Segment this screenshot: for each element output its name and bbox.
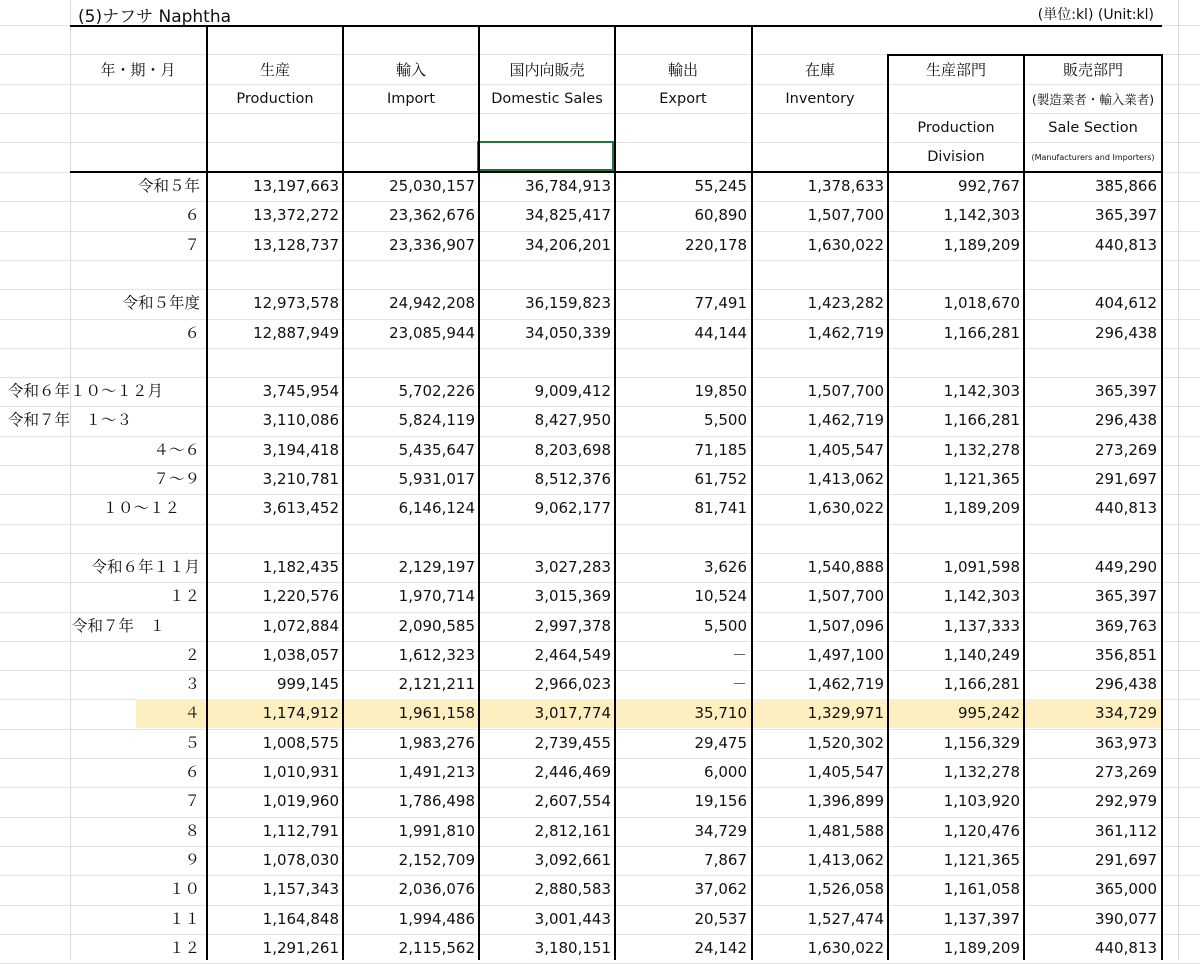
column-border — [1023, 54, 1025, 960]
table-row — [0, 524, 1200, 553]
unit-label: (単位:kl) (Unit:kl) — [1037, 7, 1154, 23]
table-cell[interactable]: 25,030,157 — [389, 177, 475, 195]
table-cell[interactable]: 24,142 — [694, 938, 747, 957]
header-inventory-jp: 在庫 — [804, 61, 835, 79]
table-cell[interactable]: 2,997,378 — [534, 616, 611, 635]
table-cell[interactable]: 5,500 — [704, 616, 747, 635]
table-cell[interactable]: 1,189,209 — [943, 499, 1020, 518]
table-cell[interactable]: 34,729 — [694, 821, 747, 840]
table-cell[interactable]: 5,435,647 — [398, 440, 475, 459]
table-cell[interactable]: 1,120,476 — [943, 821, 1020, 840]
row-label[interactable]: １２ — [168, 938, 200, 957]
row-label[interactable]: ７ — [184, 792, 200, 811]
table-cell[interactable]: 1,378,633 — [807, 177, 884, 195]
column-border — [751, 25, 753, 960]
table-cell[interactable]: 1,507,700 — [807, 587, 884, 606]
table-cell[interactable]: 2,607,554 — [534, 792, 611, 811]
table-cell[interactable]: 361,112 — [1094, 821, 1157, 840]
table-row — [0, 319, 1200, 348]
table-cell[interactable]: 1,405,547 — [807, 763, 884, 781]
table-cell[interactable]: 2,812,161 — [534, 821, 611, 840]
table-cell[interactable]: 3,745,954 — [262, 382, 339, 401]
table-cell[interactable]: 3,110,086 — [262, 411, 339, 430]
table-row — [0, 875, 1200, 904]
table-cell[interactable]: 1,507,700 — [807, 206, 884, 225]
table-cell[interactable]: 13,128,737 — [253, 235, 339, 254]
table-cell[interactable]: 71,185 — [694, 440, 747, 459]
table-cell[interactable]: 334,729 — [1094, 704, 1157, 723]
table-cell[interactable]: 296,438 — [1094, 323, 1157, 342]
table-cell[interactable]: 1,396,899 — [807, 792, 884, 811]
table-cell[interactable]: 34,050,339 — [525, 323, 611, 342]
table-cell[interactable]: 1,612,323 — [398, 645, 475, 664]
table-cell[interactable]: 440,813 — [1094, 499, 1157, 518]
column-border — [342, 25, 344, 960]
table-cell[interactable]: 1,405,547 — [807, 440, 884, 459]
table-cell[interactable]: 365,397 — [1094, 206, 1157, 225]
header-import-en: Import — [386, 91, 436, 107]
table-cell[interactable]: 1,189,209 — [943, 938, 1020, 957]
row-label[interactable]: １１ — [168, 909, 200, 928]
table-cell[interactable]: 23,085,944 — [389, 323, 475, 342]
table-cell[interactable]: 995,242 — [957, 704, 1020, 723]
table-cell[interactable]: 34,825,417 — [525, 206, 611, 225]
table-cell[interactable]: － — [731, 675, 747, 694]
row-label[interactable]: ６ — [184, 763, 200, 781]
column-border — [614, 25, 616, 960]
table-cell[interactable]: 365,397 — [1094, 587, 1157, 606]
row-label[interactable]: ５ — [184, 733, 200, 752]
table-cell[interactable]: 9,062,177 — [534, 499, 611, 518]
table-row — [0, 494, 1200, 523]
table-cell[interactable]: 1,630,022 — [807, 235, 884, 254]
row-label[interactable]: ３ — [184, 675, 200, 694]
row-label[interactable]: 令和６年１０～１２月 — [8, 382, 164, 401]
table-cell[interactable]: 440,813 — [1094, 938, 1157, 957]
table-cell[interactable]: 3,027,283 — [534, 557, 611, 576]
table-row — [0, 729, 1200, 758]
table-cell[interactable]: 1,329,971 — [807, 704, 884, 723]
table-cell[interactable]: 3,194,418 — [262, 440, 339, 459]
header-sale-section-jp: 販売部門 — [1062, 61, 1123, 79]
table-cell[interactable]: 5,702,226 — [398, 382, 475, 401]
row-label[interactable]: ４ — [184, 704, 200, 723]
header-bottom-border — [70, 171, 1162, 173]
table-cell[interactable]: 1,991,810 — [398, 821, 475, 840]
table-cell[interactable]: 1,462,719 — [807, 411, 884, 430]
table-cell[interactable]: 2,115,562 — [398, 938, 475, 957]
table-cell[interactable]: 1,157,343 — [262, 880, 339, 899]
header-domestic-en: Domestic Sales — [491, 91, 603, 107]
table-cell[interactable]: 2,446,469 — [534, 763, 611, 781]
table-cell[interactable]: 12,973,578 — [253, 294, 339, 313]
column-border — [1161, 54, 1163, 960]
table-cell[interactable]: 292,979 — [1094, 792, 1157, 811]
table-cell[interactable]: 992,767 — [957, 177, 1020, 195]
column-border — [887, 54, 889, 960]
table-cell[interactable]: 1,018,670 — [943, 294, 1020, 313]
table-row — [0, 465, 1200, 494]
table-cell[interactable]: 1,526,058 — [807, 880, 884, 899]
table-cell[interactable]: 1,413,062 — [807, 470, 884, 488]
header-production-division-jp: 生産部門 — [925, 61, 986, 79]
table-cell[interactable]: 2,464,549 — [534, 645, 611, 664]
table-cell[interactable]: 8,203,698 — [534, 440, 611, 459]
table-row — [0, 377, 1200, 406]
table-cell[interactable]: 12,887,949 — [253, 323, 339, 342]
header-period: 年・期・月 — [100, 61, 176, 79]
row-label[interactable]: ４～６ — [153, 440, 200, 459]
header-production-division-en2: Division — [927, 149, 985, 165]
table-cell[interactable]: 1,970,714 — [398, 587, 475, 606]
table-cell[interactable]: 1,112,791 — [262, 821, 339, 840]
table-row — [0, 582, 1200, 611]
header-import-jp: 輸入 — [395, 61, 426, 79]
table-cell[interactable]: 2,129,197 — [398, 557, 475, 576]
row-label[interactable]: １０～１２ — [102, 499, 180, 518]
table-cell[interactable]: 1,137,333 — [943, 616, 1020, 635]
header-sale-section-sub: (製造業者・輸入業者) — [1031, 92, 1155, 107]
table-cell[interactable]: 2,880,583 — [534, 880, 611, 899]
table-cell[interactable]: 440,813 — [1094, 235, 1157, 254]
row-label[interactable]: ８ — [184, 821, 200, 840]
table-cell[interactable]: 55,245 — [694, 177, 747, 195]
table-cell[interactable]: 273,269 — [1094, 763, 1157, 781]
table-cell[interactable]: 23,362,676 — [389, 206, 475, 225]
table-cell[interactable]: 5,500 — [704, 411, 747, 430]
column-border — [478, 25, 480, 960]
table-row — [0, 699, 1200, 728]
row-label[interactable]: 令和５年 — [137, 177, 200, 195]
table-cell[interactable]: 1,540,888 — [807, 557, 884, 576]
table-cell[interactable]: 6,000 — [704, 763, 747, 781]
table-cell[interactable]: 2,090,585 — [398, 616, 475, 635]
table-cell[interactable]: 1,142,303 — [943, 382, 1020, 401]
table-cell[interactable]: 34,206,201 — [525, 235, 611, 254]
table-cell[interactable]: 3,092,661 — [534, 850, 611, 869]
table-cell[interactable]: 19,850 — [694, 382, 747, 401]
table-cell[interactable]: 1,413,062 — [807, 850, 884, 869]
table-cell[interactable]: 1,166,281 — [943, 675, 1020, 694]
table-row — [0, 289, 1200, 318]
table-cell[interactable]: 36,784,913 — [525, 177, 611, 195]
table-cell[interactable]: 1,166,281 — [943, 323, 1020, 342]
table-cell[interactable]: 365,000 — [1094, 880, 1157, 899]
row-label[interactable]: ７ — [184, 235, 200, 254]
table-cell[interactable]: 999,145 — [276, 675, 339, 694]
table-cell[interactable]: 77,491 — [694, 294, 747, 313]
table-cell[interactable]: 44,144 — [694, 323, 747, 342]
table-cell[interactable]: 220,178 — [684, 235, 747, 254]
sheet-title: (5)ナフサ Naphtha — [78, 7, 232, 27]
table-cell[interactable]: 363,973 — [1094, 733, 1157, 752]
table-cell[interactable]: 390,077 — [1094, 909, 1157, 928]
header-export-jp: 輸出 — [667, 61, 698, 79]
table-cell[interactable]: 3,180,151 — [534, 938, 611, 957]
table-cell[interactable]: 369,763 — [1094, 616, 1157, 635]
table-row — [0, 934, 1200, 963]
table-cell[interactable]: 449,290 — [1094, 557, 1157, 576]
row-label[interactable]: 令和７年 １～３ — [8, 411, 133, 430]
table-cell[interactable]: － — [731, 645, 747, 664]
table-cell[interactable]: 29,475 — [694, 733, 747, 752]
table-cell[interactable]: 19,156 — [694, 792, 747, 811]
table-cell[interactable]: 1,103,920 — [943, 792, 1020, 811]
table-cell[interactable]: 2,739,455 — [534, 733, 611, 752]
table-row — [0, 612, 1200, 641]
table-cell[interactable]: 8,512,376 — [534, 470, 611, 488]
row-label[interactable]: １２ — [168, 587, 200, 606]
table-cell[interactable]: 273,269 — [1094, 440, 1157, 459]
table-cell[interactable]: 1,091,598 — [943, 557, 1020, 576]
table-cell[interactable]: 5,824,119 — [398, 411, 475, 430]
table-cell[interactable]: 1,166,281 — [943, 411, 1020, 430]
table-row — [0, 817, 1200, 846]
table-cell[interactable]: 1,994,486 — [398, 909, 475, 928]
table-cell[interactable]: 1,161,058 — [943, 880, 1020, 899]
table-cell[interactable]: 8,427,950 — [534, 411, 611, 430]
table-row — [0, 787, 1200, 816]
table-cell[interactable]: 35,710 — [694, 704, 747, 723]
row-label[interactable]: 令和５年度 — [122, 294, 200, 313]
table-cell[interactable]: 1,220,576 — [262, 587, 339, 606]
header-inventory-en: Inventory — [785, 91, 855, 107]
table-cell[interactable]: 385,866 — [1094, 177, 1157, 195]
table-cell[interactable]: 2,966,023 — [534, 675, 611, 694]
table-cell[interactable]: 1,164,848 — [262, 909, 339, 928]
table-cell[interactable]: 36,159,823 — [525, 294, 611, 313]
header-production-division-en1: Production — [917, 120, 995, 136]
table-cell[interactable]: 1,142,303 — [943, 587, 1020, 606]
header-production-jp: 生産 — [259, 61, 290, 79]
table-cell[interactable]: 1,140,249 — [943, 645, 1020, 664]
table-cell[interactable]: 3,626 — [704, 557, 747, 576]
table-cell[interactable]: 1,630,022 — [807, 499, 884, 518]
table-cell[interactable]: 296,438 — [1094, 675, 1157, 694]
table-cell[interactable]: 1,423,282 — [807, 294, 884, 313]
table-row — [0, 846, 1200, 875]
table-cell[interactable]: 1,121,365 — [943, 850, 1020, 869]
table-row — [0, 172, 1200, 201]
table-cell[interactable]: 13,197,663 — [253, 177, 339, 195]
table-cell[interactable]: 3,210,781 — [262, 470, 339, 488]
table-row — [0, 231, 1200, 260]
table-cell[interactable]: 1,291,261 — [262, 938, 339, 957]
table-cell[interactable]: 1,182,435 — [262, 557, 339, 576]
table-cell[interactable]: 10,524 — [694, 587, 747, 606]
table-cell[interactable]: 1,132,278 — [943, 763, 1020, 781]
table-cell[interactable]: 2,121,211 — [398, 675, 475, 694]
table-cell[interactable]: 1,786,498 — [398, 792, 475, 811]
row-label[interactable]: ６ — [184, 206, 200, 225]
table-cell[interactable]: 1,983,276 — [398, 733, 475, 752]
table-cell[interactable]: 296,438 — [1094, 411, 1157, 430]
row-label[interactable]: ９ — [184, 850, 200, 869]
table-cell[interactable]: 1,038,057 — [262, 645, 339, 664]
subheader-border — [888, 54, 1162, 56]
table-cell[interactable]: 3,613,452 — [262, 499, 339, 518]
table-cell[interactable]: 1,132,278 — [943, 440, 1020, 459]
row-label[interactable]: 令和７年 １ — [72, 616, 166, 635]
table-row — [0, 436, 1200, 465]
table-row — [0, 406, 1200, 435]
table-cell[interactable]: 61,752 — [694, 470, 747, 488]
row-label[interactable]: 令和６年１１月 — [91, 557, 200, 576]
table-cell[interactable]: 20,537 — [694, 909, 747, 928]
table-cell[interactable]: 7,867 — [704, 850, 747, 869]
table-row — [0, 758, 1200, 787]
table-cell[interactable]: 1,121,365 — [943, 470, 1020, 488]
table-cell[interactable]: 404,612 — [1094, 294, 1157, 313]
header-export-en: Export — [659, 91, 707, 107]
table-cell[interactable]: 2,036,076 — [398, 880, 475, 899]
table-cell[interactable]: 1,481,588 — [807, 821, 884, 840]
table-cell[interactable]: 3,015,369 — [534, 587, 611, 606]
table-cell[interactable]: 1,507,096 — [807, 616, 884, 635]
table-cell[interactable]: 1,961,158 — [398, 704, 475, 723]
table-row — [0, 641, 1200, 670]
table-cell[interactable]: 1,491,213 — [398, 763, 475, 781]
header-sale-section-en: Sale Section — [1048, 120, 1138, 136]
table-cell[interactable]: 1,156,329 — [943, 733, 1020, 752]
table-cell[interactable]: 1,630,022 — [807, 938, 884, 957]
table-row — [0, 260, 1200, 289]
table-cell[interactable]: 37,062 — [694, 880, 747, 899]
table-cell[interactable]: 60,890 — [694, 206, 747, 225]
row-label[interactable]: ７～９ — [153, 470, 200, 488]
table-cell[interactable]: 1,078,030 — [262, 850, 339, 869]
table-row — [0, 670, 1200, 699]
table-row — [0, 905, 1200, 934]
header-domestic-jp: 国内向販売 — [509, 61, 585, 79]
table-cell[interactable]: 5,931,017 — [398, 470, 475, 488]
column-border — [206, 25, 208, 960]
table-cell[interactable]: 1,142,303 — [943, 206, 1020, 225]
table-cell[interactable]: 1,010,931 — [262, 763, 339, 781]
table-cell[interactable]: 2,152,709 — [398, 850, 475, 869]
table-cell[interactable]: 1,072,884 — [262, 616, 339, 635]
row-label[interactable]: １０ — [168, 880, 200, 899]
table-cell[interactable]: 13,372,272 — [253, 206, 339, 225]
table-cell[interactable]: 1,462,719 — [807, 323, 884, 342]
table-cell[interactable]: 365,397 — [1094, 382, 1157, 401]
table-cell[interactable]: 1,019,960 — [262, 792, 339, 811]
table-cell[interactable]: 291,697 — [1094, 850, 1157, 869]
table-cell[interactable]: 1,497,100 — [807, 645, 884, 664]
table-cell[interactable]: 1,137,397 — [943, 909, 1020, 928]
table-cell[interactable]: 356,851 — [1094, 645, 1157, 664]
table-cell[interactable]: 1,520,302 — [807, 733, 884, 752]
header-production-en: Production — [236, 91, 314, 107]
table-cell[interactable]: 1,462,719 — [807, 675, 884, 694]
table-cell[interactable]: 1,189,209 — [943, 235, 1020, 254]
table-row — [0, 348, 1200, 377]
table-cell[interactable]: 81,741 — [694, 499, 747, 518]
table-top-border — [70, 25, 1162, 27]
header-sale-section-en-sub: (Manufacturers and Importers) — [1031, 153, 1155, 162]
row-label[interactable]: ２ — [184, 645, 200, 664]
selected-cell[interactable] — [477, 141, 614, 171]
table-cell[interactable]: 9,009,412 — [534, 382, 611, 401]
table-cell[interactable]: 24,942,208 — [389, 294, 475, 313]
table-cell[interactable]: 1,008,575 — [262, 733, 339, 752]
table-cell[interactable]: 1,527,474 — [807, 909, 884, 928]
table-cell[interactable]: 1,174,912 — [262, 704, 339, 723]
table-cell[interactable]: 1,507,700 — [807, 382, 884, 401]
table-row — [0, 201, 1200, 230]
table-cell[interactable]: 291,697 — [1094, 470, 1157, 488]
table-cell[interactable]: 3,017,774 — [534, 704, 611, 723]
row-label[interactable]: ６ — [184, 323, 200, 342]
table-cell[interactable]: 3,001,443 — [534, 909, 611, 928]
table-cell[interactable]: 6,146,124 — [398, 499, 475, 518]
table-row — [0, 553, 1200, 582]
table-cell[interactable]: 23,336,907 — [389, 235, 475, 254]
